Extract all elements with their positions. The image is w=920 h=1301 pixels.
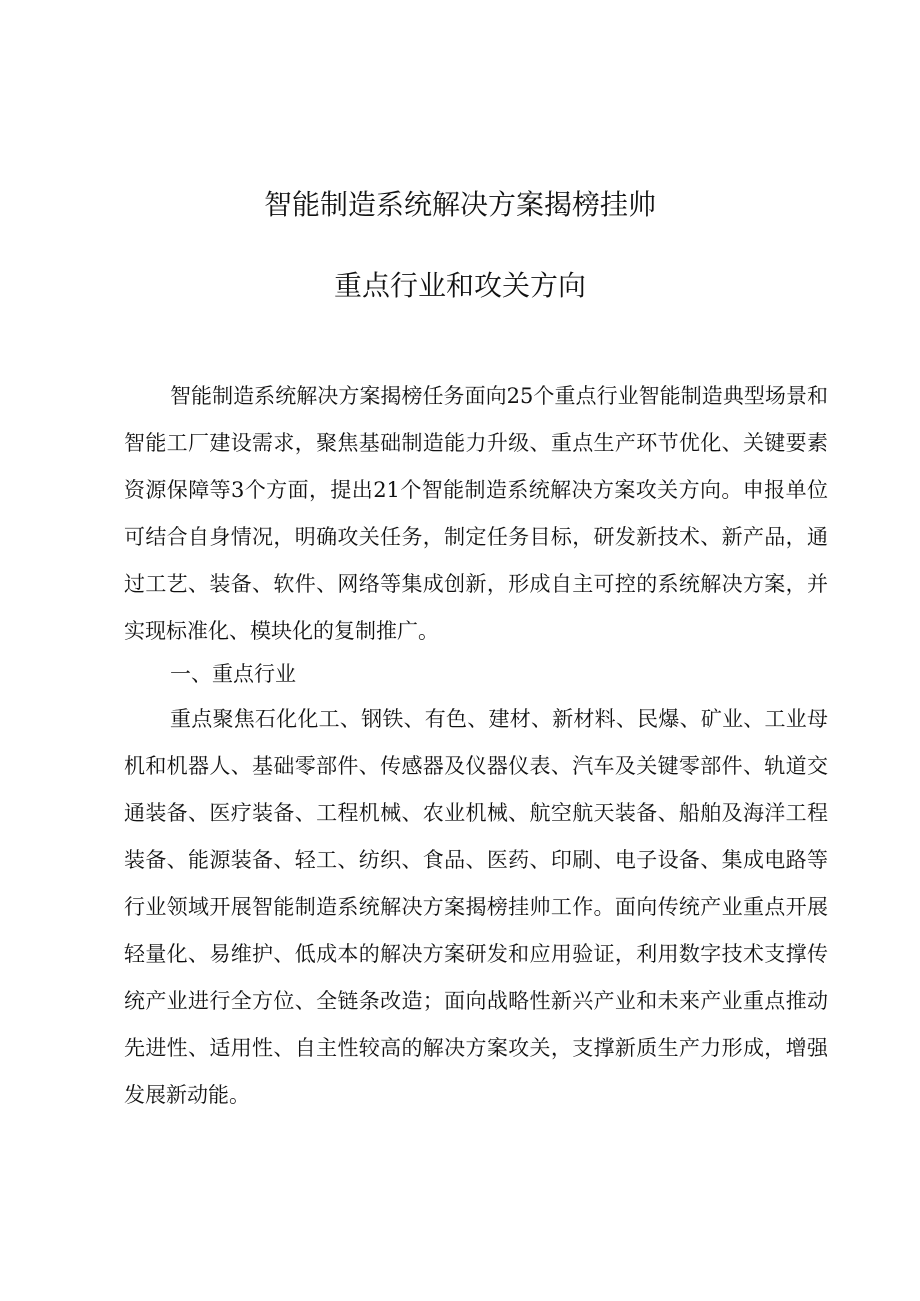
document-title-line-2: 重点行业和攻关方向 — [333, 269, 586, 302]
section-heading-key-industries: 一、重点行业 — [170, 662, 296, 686]
document-title-line-1: 智能制造系统解决方案揭榜挂帅 — [263, 188, 656, 221]
intro-paragraph: 智能制造系统解决方案揭榜任务面向25个重点行业智能制造典型场景和智能工厂建设需求，聚焦基础制造能力升级、重点生产环节优化、关键要素资源保障等3个方面，提出21个智能制造系统解决方案攻关方向。申报单位可结合自身情况，明确攻关任务，制定任务目标，研发新技术、新产品，通过工艺、装备、软件、网络等集成创新，形成自主可控的系统解决方案，并实现标准化、模块化的复制推广。 — [124, 384, 828, 643]
key-industries-paragraph: 重点聚焦石化化工、钢铁、有色、建材、新材料、民爆、矿业、工业母机和机器人、基础零部件、传感器及仪器仪表、汽车及关键零部件、轨道交通装备、医疗装备、工程机械、农业机械、航空航天装备、船舶及海洋工程装备、能源装备、轻工、纺织、食品、医药、印刷、电子设备、集成电路等行业领域开展智能制造系统解决方案揭榜挂帅工作。面向传统产业重点开展轻量化、易维护、低成本的解决方案研发和应用验证，利用数字技术支撑传统产业进行全方位、全链条改造；面向战略性新兴产业和未来产业重点推动先进性、适用性、自主性较高的解决方案攻关，支撑新质生产力形成，增强发展新动能。 — [124, 707, 828, 1107]
